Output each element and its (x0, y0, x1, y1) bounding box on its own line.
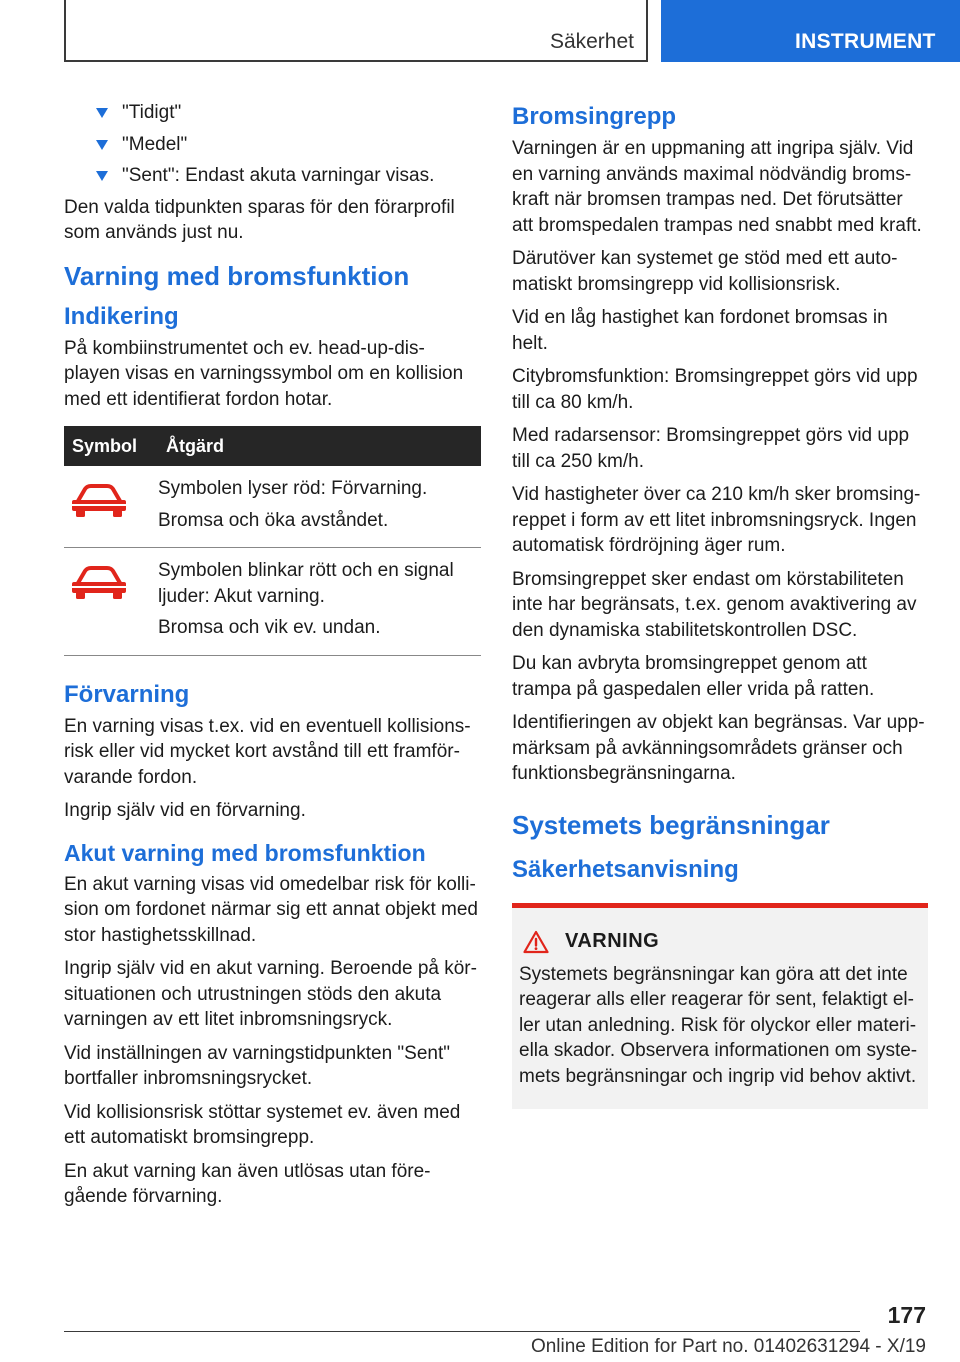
page-number: 177 (887, 1302, 926, 1328)
list-item: "Tidigt" (64, 100, 481, 126)
akut-paragraph-2: Ingrip själv vid en akut varning. Beroende på kör- situationen och utrustningen stöds den akuta varningen av ett litet inbromsningsryck. (64, 958, 477, 1030)
header-chapter-tab (661, 0, 960, 62)
warning-box (512, 903, 928, 1110)
heading-begransningar: Systemets begränsningar (512, 809, 830, 840)
forvarning-paragraph-1: En varning visas t.ex. vid en eventuell kollisions- risk eller vid mycket kort avstånd till ett framför- varande fordon. (64, 715, 471, 788)
brom-paragraph-4: Citybromsfunktion: Bromsingreppet görs vid upp till ca 80 km/h. (512, 366, 918, 413)
akut-paragraph-4: Vid kollisionsrisk stöttar systemet ev. även med ett automatiskt bromsingrepp. (64, 1101, 461, 1148)
akut-paragraph-5: En akut varning kan även utlösas utan före- gående förvarning. (64, 1160, 431, 1207)
triangle-bullet-icon (96, 171, 108, 181)
symbol-table (64, 426, 481, 656)
section-title: Säkerhet (549, 30, 634, 53)
warning-label: VARNING (565, 930, 660, 952)
header-section-tab (64, 0, 648, 62)
triangle-bullet-icon (96, 108, 108, 118)
indikering-paragraph: På kombiinstrumentet och ev. head-up-dis- playen visas en varningssymbol om en kollision med ett identifierat fordon hotar. (64, 337, 464, 410)
brom-paragraph-5: Med radarsensor: Bromsingreppet görs vid upp till ca 250 km/h. (512, 425, 910, 472)
heading-varning: Varning med bromsfunktion (64, 260, 410, 291)
car-warning-icon (68, 480, 130, 520)
car-warning-icon (68, 562, 130, 602)
brom-paragraph-6: Vid hastigheter över ca 210 km/h sker bromsing- reppet i form av ett litet inbromsningsryck. Ingen automatisk fördröjning äger rum. (512, 484, 921, 556)
heading-forvarning: Förvarning (64, 680, 190, 708)
left-column (64, 100, 481, 1218)
row2-line2: Bromsa och vik ev. undan. (158, 617, 381, 638)
row1-line2: Bromsa och öka avståndet. (158, 509, 389, 531)
brom-paragraph-2: Därutöver kan systemet ge stöd med ett auto- matiskt bromsingrepp vid kollisionsrisk. (512, 248, 898, 295)
heading-sakerhetsanvisning: Säkerhetsanvisning (512, 855, 739, 883)
brom-paragraph-7: Bromsingreppet sker endast om körstabiliteten inte har begränsats, t.ex. genom avaktivering av den dynamiska stabilitetskontrollen DSC. (512, 568, 917, 641)
warning-text: Systemets begränsningar kan göra att det inte reagerar alls eller reagerar för sent, felaktigt el- ler utan anledning. Risk för olyckor eller materi- ella skador. Observera informationen om syste- mets begränsningar och ingrip vid behov aktivt. (519, 963, 918, 1087)
brom-paragraph-1: Varningen är en uppmaning att ingripa själv. Vid en varning används maximal nödvändig broms- kraft när bromsen trampas ned. Det förutsätter att bromspedalen trampas ned snabbt med kraft. (512, 138, 922, 236)
table-header-symbol: Symbol (64, 426, 158, 466)
list-item: "Sent": Endast akuta varningar visas. (64, 163, 481, 189)
row1-line1: Symbolen lyser röd: Förvarning. (158, 478, 428, 499)
right-column (512, 100, 928, 1109)
list-item: "Medel" (64, 132, 481, 158)
table-row (64, 548, 481, 656)
intro-paragraph: Den valda tidpunkten sparas för den förarprofil som används just nu. (64, 196, 455, 243)
chapter-title: INSTRUMENT (795, 30, 936, 53)
forvarning-paragraph-2: Ingrip själv vid en förvarning. (64, 800, 306, 821)
row2-line1: Symbolen blinkar rött och en signal ljuder: Akut varning. (158, 560, 454, 607)
brom-paragraph-3: Vid en låg hastighet kan fordonet bromsas in helt. (512, 307, 888, 354)
warning-triangle-icon (523, 930, 549, 954)
heading-akut: Akut varning med bromsfunktion (64, 839, 426, 866)
table-header-action: Åtgärd (158, 426, 481, 466)
heading-indikering: Indikering (64, 302, 179, 330)
option-list (64, 100, 481, 189)
heading-bromsingrepp: Bromsingrepp (512, 103, 677, 130)
brom-paragraph-9: Identifieringen av objekt kan begränsas. Var upp- märksam på avkänningsområdets gränser och funktionsbegränsningarna. (512, 712, 925, 784)
akut-paragraph-3: Vid inställningen av varningstidpunkten "Sent" bortfaller inbromsningsrycket. (64, 1042, 451, 1089)
table-row (64, 466, 481, 548)
brom-paragraph-8: Du kan avbryta bromsingreppet genom att trampa på gaspedalen eller vrida på ratten. (512, 653, 875, 700)
akut-paragraph-1: En akut varning visas vid omedelbar risk för kolli- sion om fordonet närmar sig ett annat objekt med stor hastighetsskillnad. (64, 873, 479, 946)
footer-edition: Online Edition for Part no. 01402631294 - X/19 (530, 1336, 926, 1357)
triangle-bullet-icon (96, 140, 108, 150)
footer-divider (64, 1331, 860, 1332)
